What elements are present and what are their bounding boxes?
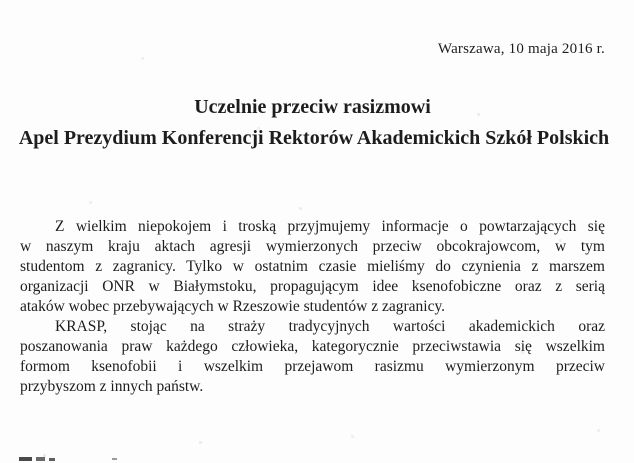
paragraph-line: ataków wobec przebywających w Rzeszowie studentów z zagranicy. xyxy=(20,298,446,315)
cutoff-text-fragment xyxy=(0,457,634,463)
paragraph-line: Z wielkim niepokojem i troską przyjmujemy informacje o powtarzających się xyxy=(55,218,605,235)
scan-noise-speckles xyxy=(0,40,1,41)
scanned-document-page xyxy=(0,40,634,463)
paragraph-line: w naszym kraju aktach agresji wymierzonych przeciw obcokrajowcom, w tym xyxy=(20,238,605,255)
paragraph-line: poszanowania praw każdego człowieka, kategorycznie przeciwstawia się wszelkim xyxy=(20,338,605,355)
document-date-line: Warszawa, 10 maja 2016 r. xyxy=(437,41,605,57)
document-body xyxy=(0,217,634,397)
paragraph-line: organizacji ONR w Białymstoku, propagującym idee ksenofobiczne oraz z serią xyxy=(20,278,605,295)
document-subtitle: Apel Prezydium Konferencji Rektorów Akademickich Szkół Polskich xyxy=(18,127,610,149)
paragraph-line: formom ksenofobii i wszelkim przejawom rasizmu wymierzonym przeciw xyxy=(20,358,605,375)
paragraph-line: KRASP, stojąc na straży tradycyjnych wartości akademickich oraz xyxy=(55,318,605,335)
paragraph-2 xyxy=(20,317,605,397)
paragraph-line: studentom z zagranicy. Tylko w ostatnim czasie mieliśmy do czynienia z marszem xyxy=(20,258,605,275)
document-title: Uczelnie przeciw rasizmowi xyxy=(194,96,431,118)
paragraph-line: przybyszom z innych państw. xyxy=(20,378,204,395)
paragraph-1 xyxy=(20,217,605,317)
